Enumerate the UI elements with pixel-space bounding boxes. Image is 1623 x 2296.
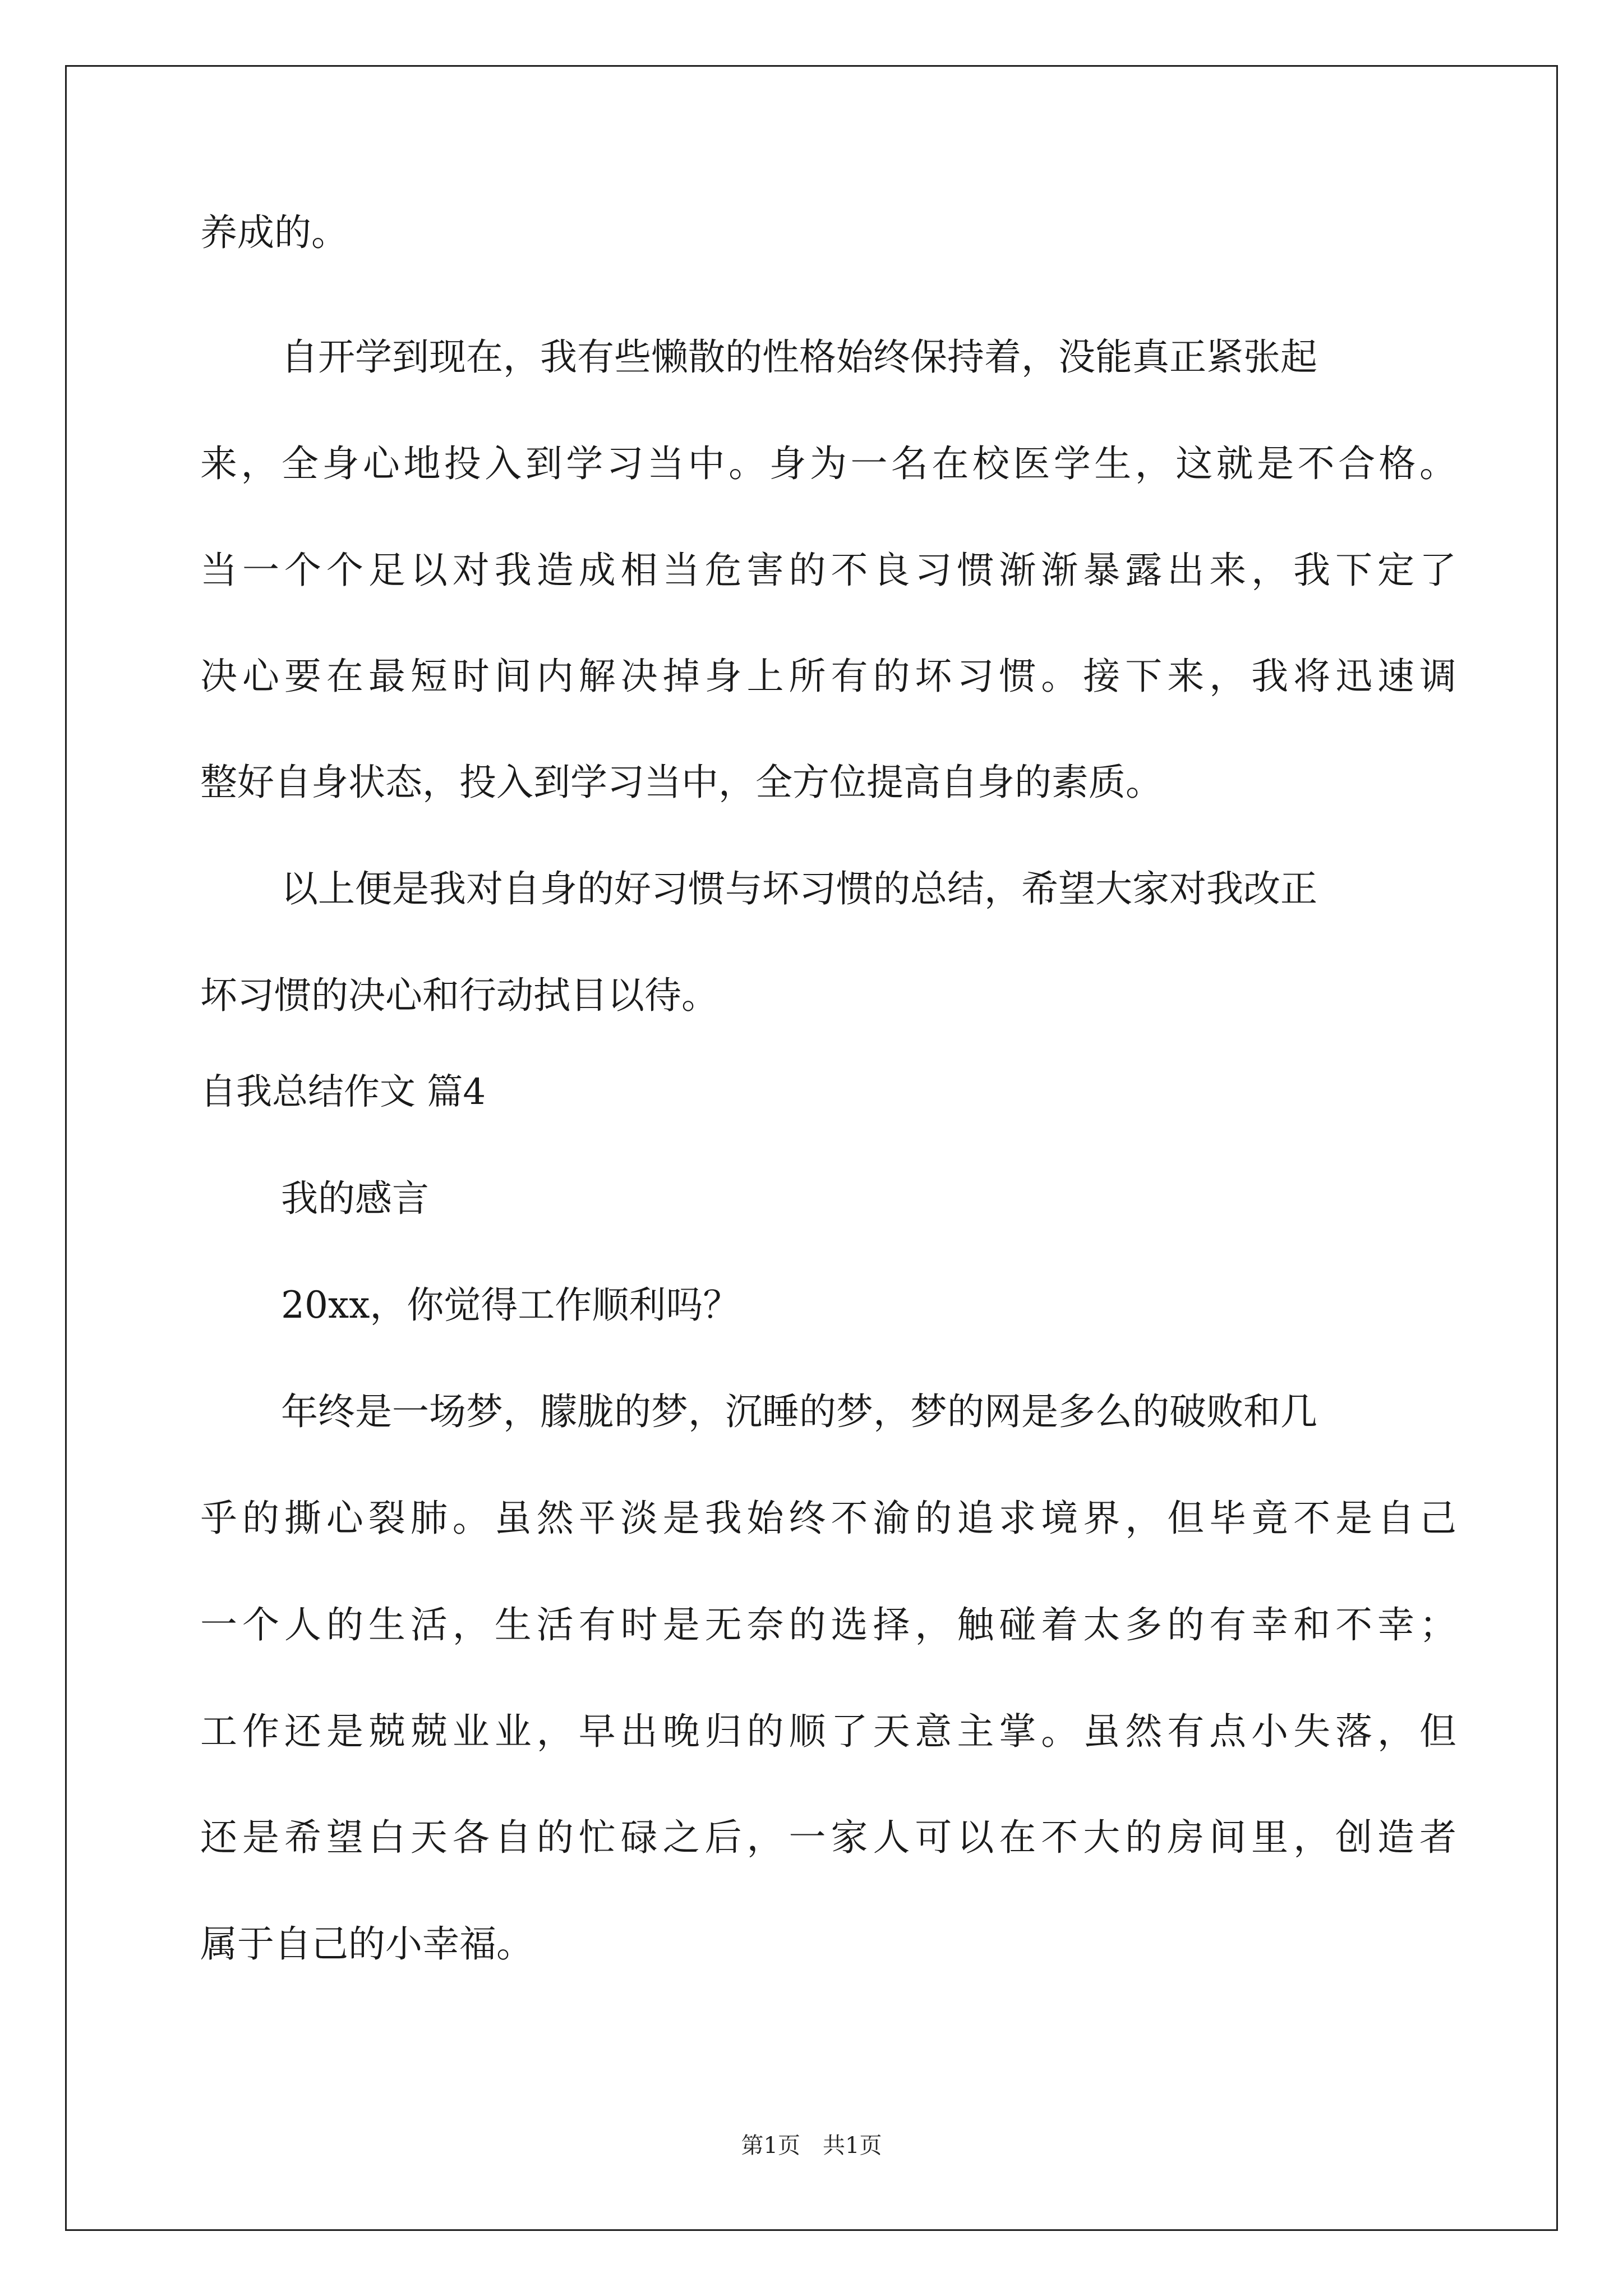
paragraph-line: 年终是一场梦，朦胧的梦，沉睡的梦，梦的网是多么的破败和几: [281, 1390, 1317, 1433]
paragraph-line: 养成的。: [200, 211, 348, 254]
paragraph-line: 当一个个足以对我造成相当危害的不良习惯渐渐暴露出来，我下定了: [200, 549, 1456, 592]
paragraph-line: 还是希望白天各自的忙碌之后，一家人可以在不大的房间里，创造者: [200, 1816, 1456, 1859]
paragraph-line: 乎的撕心裂肺。虽然平淡是我始终不渝的追求境界，但毕竟不是自己: [200, 1497, 1456, 1540]
paragraph-line: 整好自身状态，投入到学习当中，全方位提高自身的素质。: [200, 761, 1163, 804]
page-border: [65, 65, 1558, 2231]
paragraph-line: 坏习惯的决心和行动拭目以待。: [200, 974, 718, 1017]
paragraph-line: 工作还是兢兢业业，早出晚归的顺了天意主掌。虽然有点小失落，但: [200, 1710, 1456, 1753]
paragraph-line: 来，全身心地投入到学习当中。身为一名在校医学生，这就是不合格。: [200, 442, 1456, 485]
paragraph-line: 自开学到现在，我有些懒散的性格始终保持着，没能真正紧张起: [281, 335, 1317, 379]
paragraph-line: 我的感言: [281, 1177, 429, 1220]
paragraph-line: 以上便是我对自身的好习惯与坏习惯的总结，希望大家对我改正: [281, 867, 1317, 910]
paragraph-line: 20xx，你觉得工作顺利吗？: [281, 1283, 740, 1327]
page-number: 第1页 共1页: [741, 2133, 882, 2159]
paragraph-line: 一个人的生活，生活有时是无奈的选择，触碰着太多的有幸和不幸；: [200, 1603, 1456, 1646]
section-heading: 自我总结作文 篇4: [200, 1071, 486, 1113]
paragraph-line: 决心要在最短时间内解决掉身上所有的坏习惯。接下来，我将迅速调: [200, 655, 1456, 698]
paragraph-line: 属于自己的小幸福。: [200, 1922, 533, 1966]
